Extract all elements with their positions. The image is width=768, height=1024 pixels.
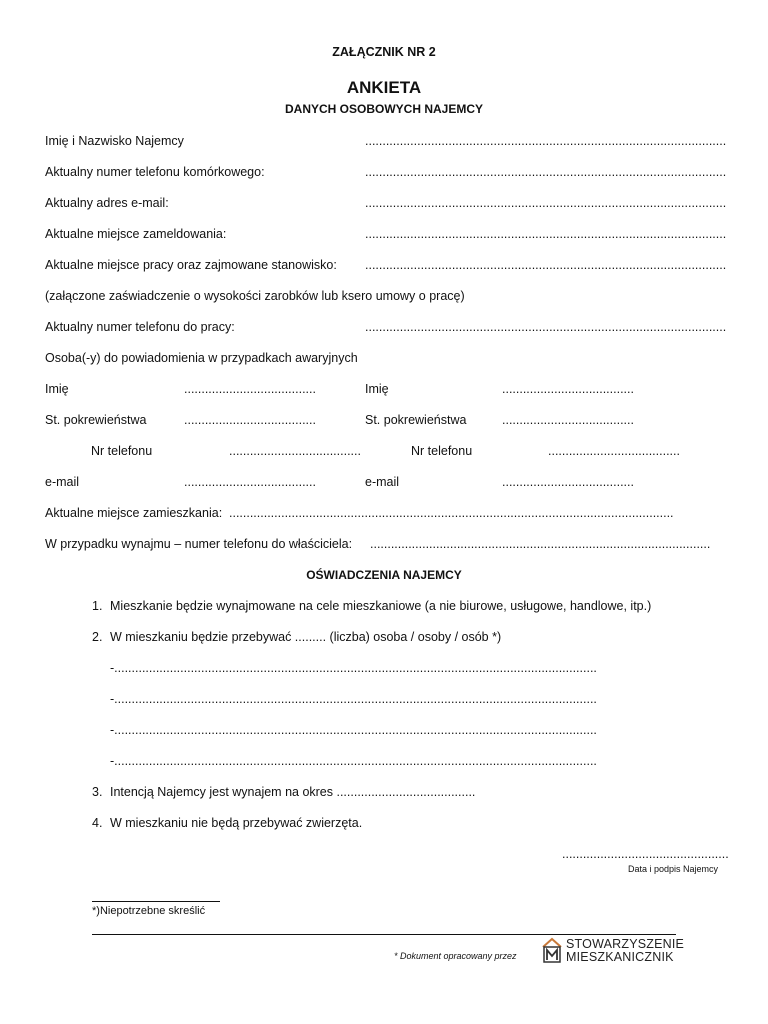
registration-label: Aktualne miejsce zameldowania: (45, 227, 227, 241)
annex-number: ZAŁĄCZNIK NR 2 (332, 45, 436, 59)
contact1-email-dots: ...................................... (184, 475, 316, 489)
house-logo-icon (541, 936, 563, 964)
footer-note: * Dokument opracowany przez (394, 951, 517, 961)
footer-divider (92, 934, 676, 935)
signature-dots: ................................................ (562, 847, 729, 861)
declaration-3-number: 3. (92, 785, 103, 799)
owner-phone-dots: .................................................................................................. (370, 537, 711, 551)
declaration-4-text: W mieszkaniu nie będą przebywać zwierzęta. (110, 816, 363, 830)
contact2-first-name-label: Imię (365, 382, 389, 396)
contact2-first-name-dots: ...................................... (502, 382, 634, 396)
contact2-phone-dots: ...................................... (548, 444, 680, 458)
person-line-1: -........................................................................................................................................... (110, 661, 597, 675)
contact1-phone-label: Nr telefonu (91, 444, 153, 458)
work-phone-dots: ........................................................................................................ (365, 320, 727, 334)
declaration-3-text: Intencją Najemcy jest wynajem na okres ........................................ (110, 785, 476, 799)
person-line-2: -........................................................................................................................................... (110, 692, 597, 706)
residence-label: Aktualne miejsce zamieszkania: (45, 506, 223, 520)
logo-line-2: MIESZKANICZNIK (566, 950, 674, 964)
mobile-label: Aktualny numer telefonu komórkowego: (45, 165, 265, 179)
work-phone-label: Aktualny numer telefonu do pracy: (45, 320, 235, 334)
declaration-4-number: 4. (92, 816, 103, 830)
signature-label: Data i podpis Najemcy (628, 864, 719, 874)
footnote-divider (92, 901, 220, 902)
page-subtitle: DANYCH OSOBOWYCH NAJEMCY (284, 102, 483, 116)
mobile-dots: ........................................................................................................ (365, 165, 727, 179)
name-label: Imię i Nazwisko Najemcy (45, 134, 184, 148)
declaration-1-text: Mieszkanie będzie wynajmowane na cele mieszkaniowe (a nie biurowe, usługowe, handlowe, itp.) (110, 599, 652, 613)
declaration-1-number: 1. (92, 599, 103, 613)
contact2-relation-label: St. pokrewieństwa (365, 413, 467, 427)
contact1-relation-label: St. pokrewieństwa (45, 413, 147, 427)
contact2-email-dots: ...................................... (502, 475, 634, 489)
work-note: (załączone zaświadczenie o wysokości zarobków lub ksero umowy o pracę) (45, 289, 465, 303)
person-line-4: -........................................................................................................................................... (110, 754, 597, 768)
logo-line-1: STOWARZYSZENIE (566, 937, 685, 951)
residence-dots: ................................................................................................................................ (229, 506, 674, 520)
declaration-2-text: W mieszkaniu będzie przebywać ......... (liczba) osoba / osoby / osób *) (110, 630, 502, 644)
owner-phone-label: W przypadku wynajmu – numer telefonu do właściciela: (45, 537, 353, 551)
declaration-2-number: 2. (92, 630, 103, 644)
page-title: ANKIETA (346, 78, 422, 97)
person-line-3: -........................................................................................................................................... (110, 723, 597, 737)
email-dots: ........................................................................................................ (365, 196, 727, 210)
contact1-first-name-dots: ...................................... (184, 382, 316, 396)
contact2-email-label: e-mail (365, 475, 400, 489)
name-dots: ........................................................................................................ (365, 134, 727, 148)
contact2-phone-label: Nr telefonu (411, 444, 473, 458)
emergency-label: Osoba(-y) do powiadomienia w przypadkach awaryjnych (45, 351, 358, 365)
contact1-phone-dots: ...................................... (229, 444, 361, 458)
work-label: Aktualne miejsce pracy oraz zajmowane stanowisko: (45, 258, 337, 272)
contact1-email-label: e-mail (45, 475, 80, 489)
contact1-first-name-label: Imię (45, 382, 69, 396)
contact2-relation-dots: ...................................... (502, 413, 634, 427)
registration-dots: ........................................................................................................ (365, 227, 727, 241)
email-label: Aktualny adres e-mail: (45, 196, 169, 210)
work-dots: ........................................................................................................ (365, 258, 727, 272)
declarations-heading: OŚWIADCZENIA NAJEMCY (306, 568, 462, 582)
footnote: *)Niepotrzebne skreślić (92, 905, 206, 917)
contact1-relation-dots: ...................................... (184, 413, 316, 427)
